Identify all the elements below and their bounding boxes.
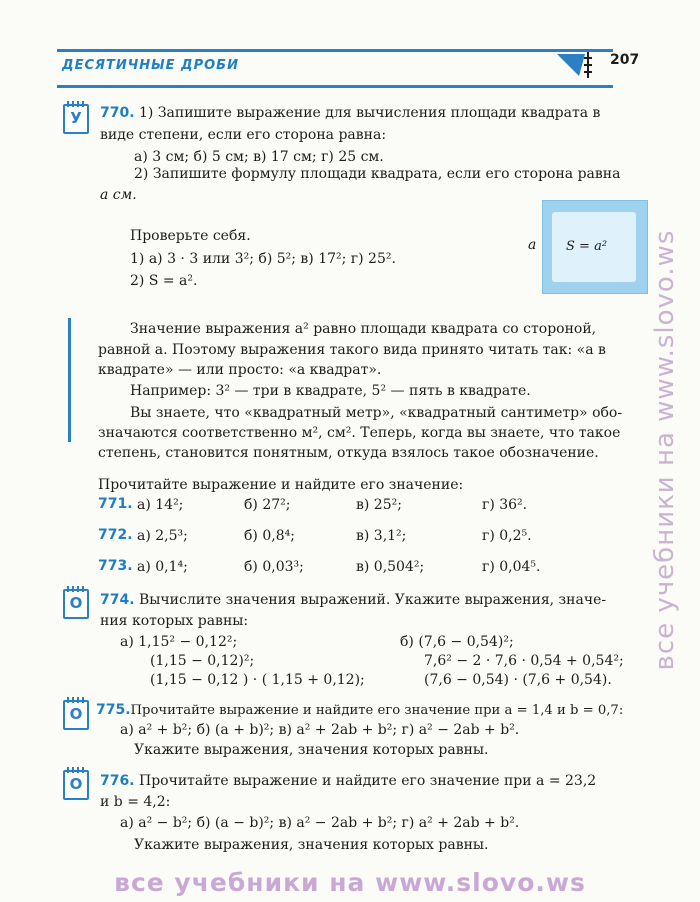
ex773-c: в) 0,504²;: [356, 559, 425, 575]
exercise-776-line1: 776. Прочитайте выражение и найдите его значение при a = 23,2: [100, 773, 597, 789]
notebook-u-icon: У: [63, 104, 89, 134]
side-watermark: все учебники на www.slovo.ws: [650, 229, 680, 671]
notebook-o-icon: О: [63, 700, 89, 730]
ex774-b3: (7,6 − 0,54) · (7,6 + 0,54).: [424, 672, 612, 688]
exercise-776-question: Укажите выражения, значения которых равны.: [134, 837, 489, 853]
ex772-b: б) 0,8⁴;: [244, 528, 295, 544]
square-side-label: a: [528, 237, 537, 253]
exercise-776-line2: и b = 4,2:: [100, 794, 171, 810]
ex774-b1: б) (7,6 − 0,54)²;: [400, 634, 514, 650]
exercise-773-number: 773.: [98, 558, 133, 574]
exercise-776-options: а) a² − b²; б) (a − b)²; в) a² − 2ab + b²; г) a² + 2ab + b².: [120, 815, 520, 831]
ex773-d: г) 0,04⁵.: [482, 559, 541, 575]
bottom-watermark: все учебники на www.slovo.ws: [114, 868, 586, 897]
ex774-a3: (1,15 − 0,12 ) · ( 1,15 + 0,12);: [150, 672, 365, 688]
check-answer-2: 2) S = a².: [130, 273, 198, 289]
ex773-a: а) 0,1⁴;: [137, 559, 188, 575]
theory-line4: Например: 3² — три в квадрате, 5² — пять в квадрате.: [130, 383, 531, 399]
exercise-775-options: а) a² + b²; б) (a + b)²; в) a² + 2ab + b²; г) a² − 2ab + b².: [120, 722, 520, 738]
exercise-772-number: 772.: [98, 527, 133, 543]
exercise-770-part2: 2) Запишите формулу площади квадрата, если его сторона равна: [134, 166, 621, 182]
ex772-c: в) 3,1²;: [356, 528, 407, 544]
theory-line7: степень, становится понятным, откуда взялось такое обозначение.: [98, 445, 599, 461]
ex773-b: б) 0,03³;: [244, 559, 304, 575]
theory-line3: квадрате» — или просто: «a квадрат».: [98, 362, 382, 378]
ex771-a: а) 14²;: [137, 497, 184, 513]
theory-line6: значаются соответственно м², см². Теперь, когда вы знаете, что такое: [98, 425, 621, 441]
exercise-770-line1: 770. 1) Запишите выражение для вычисления площади квадрата в: [100, 105, 601, 121]
exercise-number: 774.: [100, 592, 135, 608]
ex774-a1: а) 1,15² − 0,12²;: [120, 634, 238, 650]
ex774-a2: (1,15 − 0,12)²;: [150, 653, 255, 669]
theory-line1: Значение выражения a² равно площади квадрата со стороной,: [130, 321, 597, 337]
notebook-o-icon: О: [63, 589, 89, 619]
check-answer-1: 1) а) 3 · 3 или 3²; б) 5²; в) 17²; г) 25².: [130, 251, 396, 267]
theory-marker: [68, 318, 71, 442]
section-title: ДЕСЯТИЧНЫЕ ДРОБИ: [62, 58, 239, 73]
exercise-770-part2-end: a см.: [100, 187, 137, 203]
exercise-number: 776.: [100, 773, 135, 789]
exercise-775-question: Укажите выражения, значения которых равны.: [134, 742, 489, 758]
intro-text: Прочитайте выражение и найдите его значение:: [98, 477, 464, 493]
square-area-formula: S = a²: [566, 239, 608, 254]
ex772-a: а) 2,5³;: [137, 528, 188, 544]
theory-line2: равной a. Поэтому выражения такого вида принято читать так: «a в: [98, 342, 606, 358]
exercise-770-options: а) 3 см; б) 5 см; в) 17 см; г) 25 см.: [134, 149, 384, 165]
ex771-d: г) 36².: [482, 497, 528, 513]
theory-line5: Вы знаете, что «квадратный метр», «квадратный сантиметр» обо-: [130, 405, 623, 421]
exercise-number: 775.: [96, 702, 131, 718]
exercise-770-line2: виде степени, если его сторона равна:: [100, 127, 387, 143]
notebook-o-icon: О: [63, 770, 89, 800]
exercise-774-line2: ния которых равны:: [100, 613, 249, 629]
ex774-b2: 7,6² − 2 · 7,6 · 0,54 + 0,54²;: [424, 653, 624, 669]
exercise-774-line1: 774. Вычислите значения выражений. Укажите выражения, значе-: [100, 592, 607, 608]
exercise-771-number: 771.: [98, 496, 133, 512]
ex771-b: б) 27²;: [244, 497, 291, 513]
pencil-icon: [555, 48, 597, 82]
ex772-d: г) 0,2⁵.: [482, 528, 532, 544]
exercise-number: 770.: [100, 105, 135, 121]
check-title: Проверьте себя.: [130, 228, 251, 244]
ex771-c: в) 25²;: [356, 497, 402, 513]
page-number: 207: [610, 52, 640, 68]
exercise-775-line1: 775.Прочитайте выражение и найдите его значение при a = 1,4 и b = 0,7:: [96, 702, 624, 718]
